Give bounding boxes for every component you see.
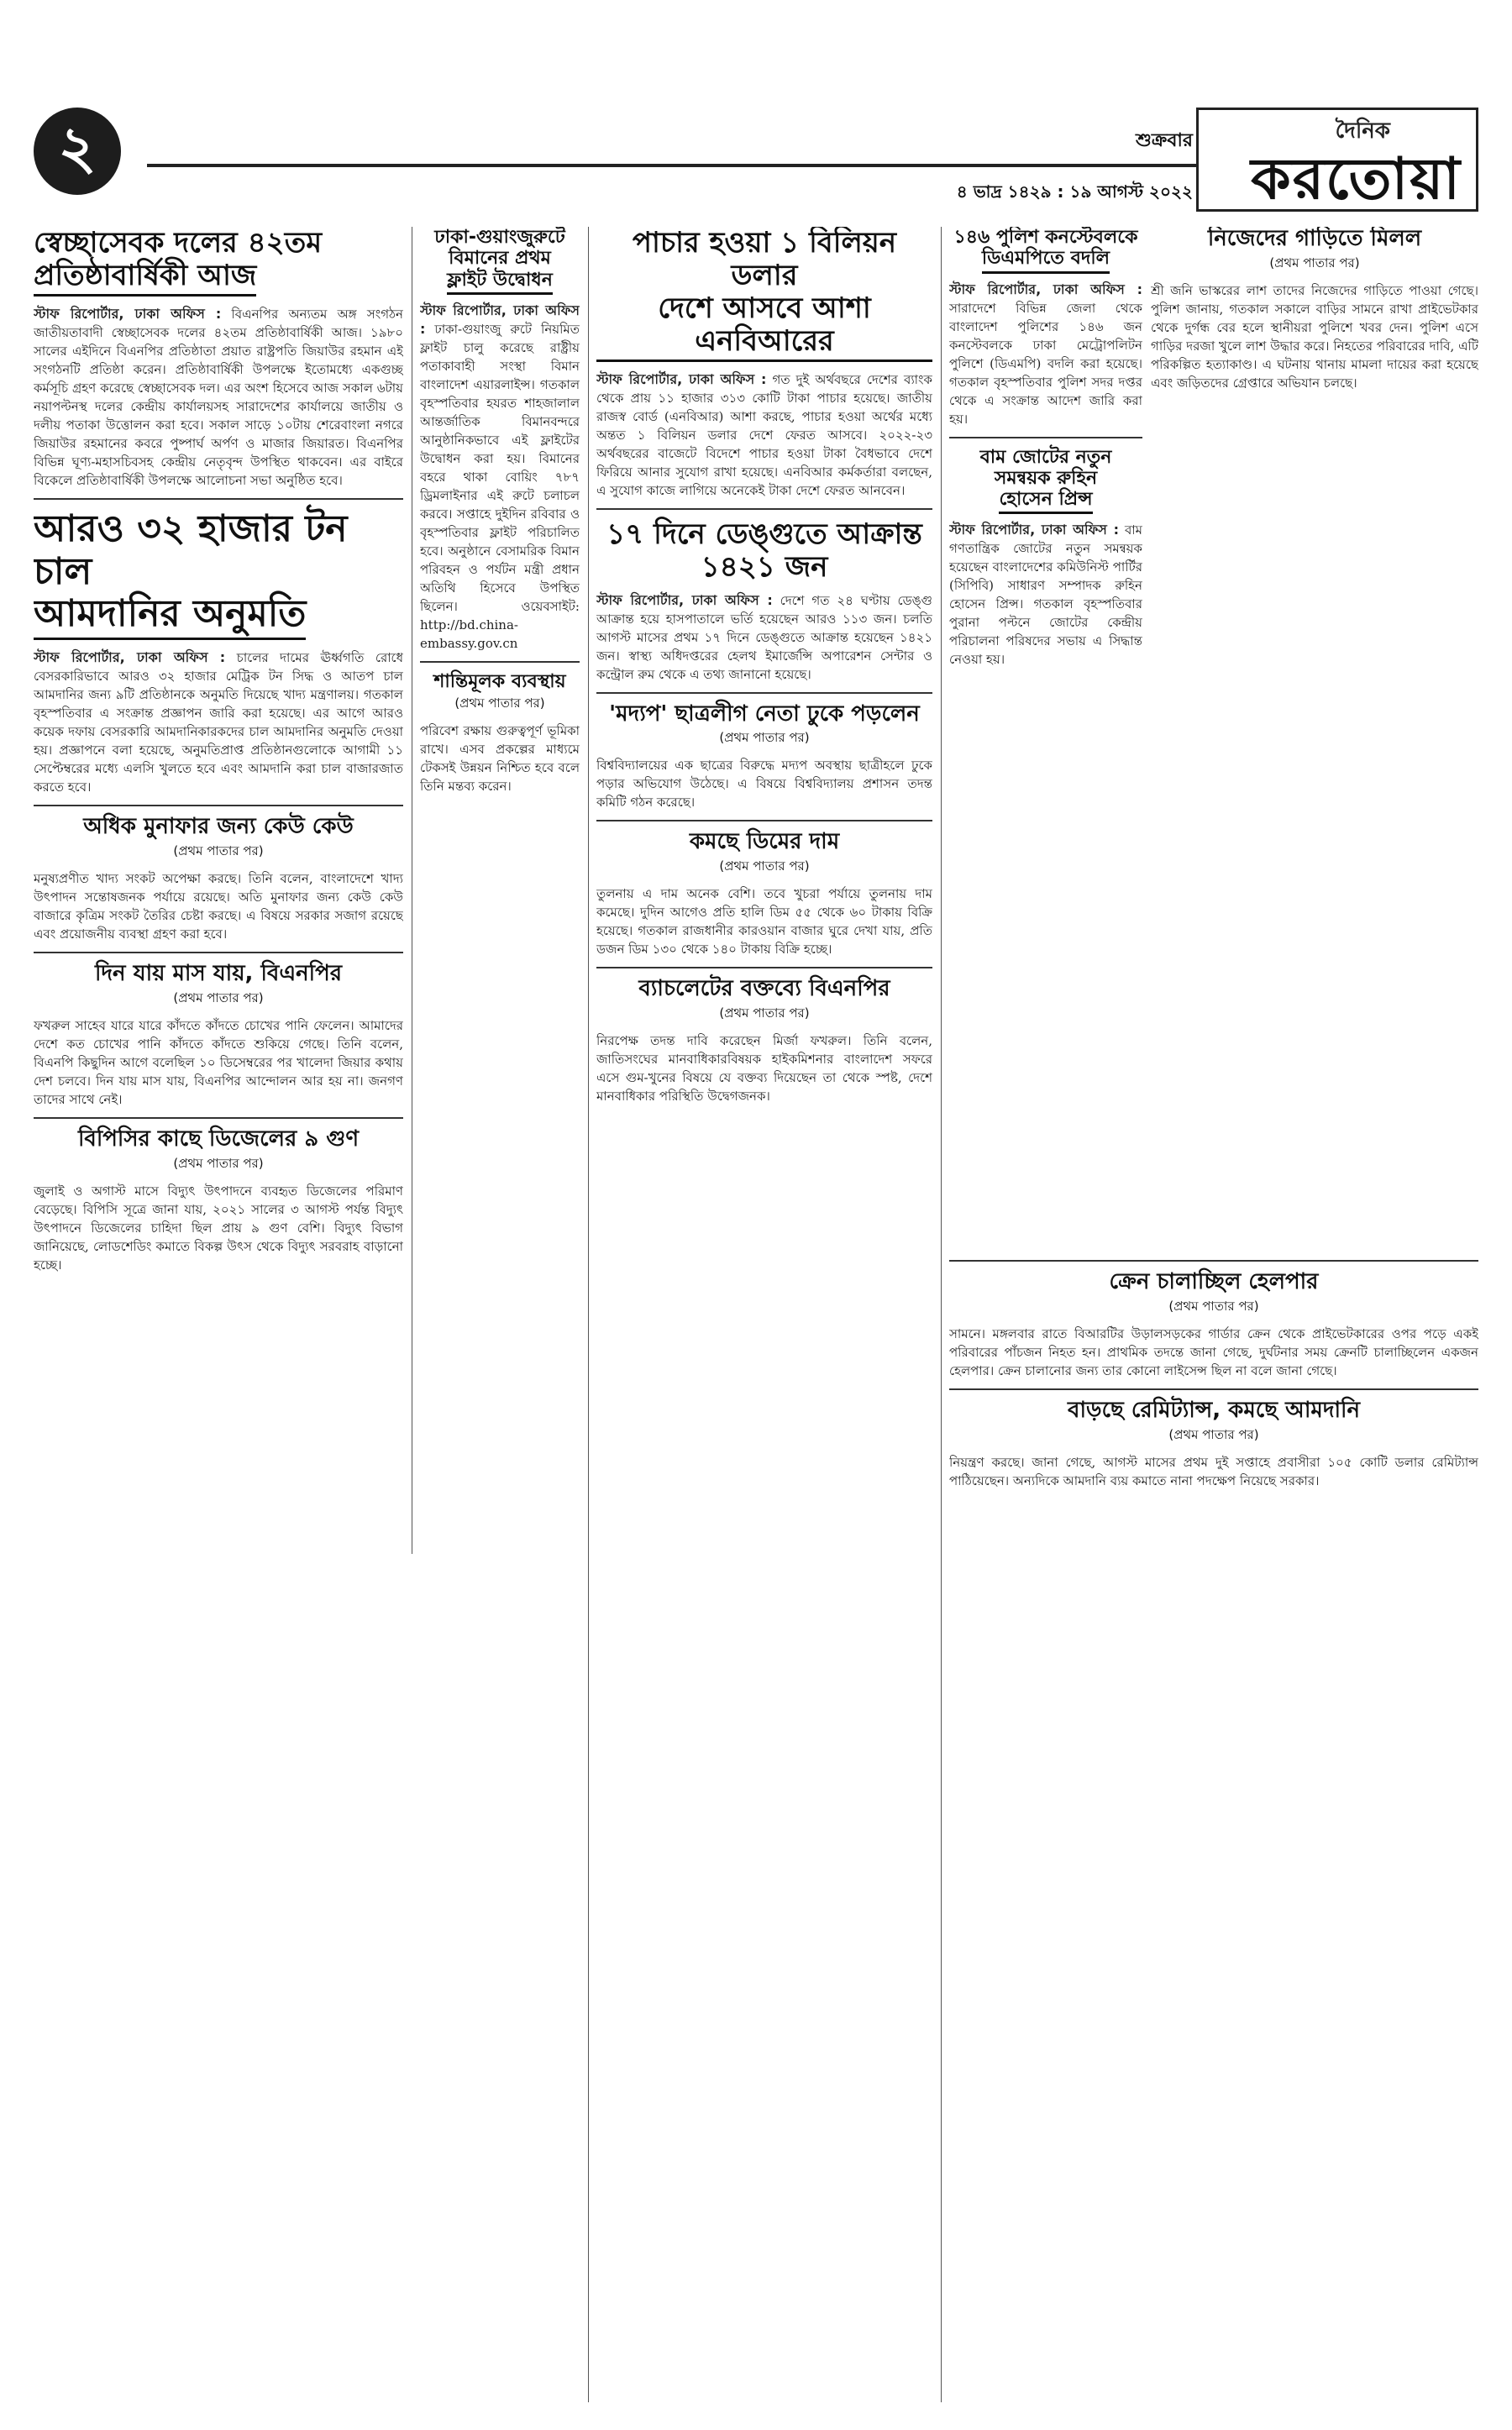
byline: স্টাফ রিপোর্টার, ঢাকা অফিস : [420,302,580,337]
headline-guangzhou-flight: ঢাকা-গুয়াংজুরুটে বিমানের প্রথম ফ্লাইট উদ্বোধন [420,227,580,295]
headline-rice-import: আরও ৩২ হাজার টন চাল আমদানির অনুমতি [34,508,403,640]
divider [596,508,932,510]
column-2 [420,227,580,1554]
continued-label: (প্রথম পাতার পর) [173,842,264,858]
article-body: গত দুই অর্থবছরে দেশের ব্যাংক থেকে প্রায় ১১ হাজার ৩১৩ কোটি টাকা পাচার হয়েছে। জাতীয় রাজস্ব বোর্ড (এনবিআর) আশা করছে, পাচার হওয়া অর্থের মধ্যে অন্তত ১ বিলিয়ন ডলার দেশে ফেরত আসবে। ২০২২-২৩ অর্থবছরের বাজেটে বিদেশে পাচার হওয়া টাকা বৈধভাবে দেশে ফিরিয়ে আনার সুযোগ রাখা হয়েছে। এনবিআর কর্মকর্তারা বলছেন, এ সুযোগ কাজে লাগিয়ে অনেকেই টাকা দেশে ফেরত আনবেন। [596,372,932,499]
article-body: ঢাকা-গুয়াংজু রুটে নিয়মিত ফ্লাইট চালু করেছে রাষ্ট্রীয় পতাকাবাহী সংস্থা বিমান বাংলাদেশ এয়ারলাইন্স। গতকাল বৃহস্পতিবার হযরত শাহজালাল আন্তর্জাতিক বিমানবন্দরে আনুষ্ঠানিকভাবে এই ফ্লাইটের উদ্বোধন করা হয়। বিমানের বহরে থাকা বোয়িং ৭৮৭ ড্রিমলাইনার এই রুটে চলাচল করবে। সপ্তাহে দুইদিন রবিবার ও বৃহস্পতিবার ফ্লাইট পরিচালিত হবে। অনুষ্ঠানে বেসামরিক বিমান পরিবহন ও পর্যটন মন্ত্রী প্রধান অতিথি হিসেবে উপস্থিত ছিলেন। ওয়েবসাইট: http://bd.china-embassy.gov.cn [420,321,580,651]
continued-label: (প্রথম পাতার পর) [1168,1298,1259,1314]
continued-label: (প্রথম পাতার পর) [719,1005,810,1021]
article-body: বিশ্ববিদ্যালয়ের এক ছাত্রের বিরুদ্ধে মদ্যপ অবস্থায় ছাত্রীহলে ঢুকে পড়ার অভিযোগ উঠেছে। এ বিষয়ে বিশ্ববিদ্যালয় প্রশাসন তদন্ত কমিটি গঠন করেছে। [596,758,932,811]
article-body: সারাদেশে বিভিন্ন জেলা থেকে বাংলাদেশ পুলিশের ১৪৬ জন কনস্টেবলকে ঢাকা মেট্রোপলিটন পুলিশে (ডিএমপি) বদলি করা হয়েছে। গতকাল বৃহস্পতিবার পুলিশ সদর দপ্তর থেকে এ সংক্রান্ত আদেশ জারি করা হয়। [949,300,1142,427]
headline-bnp-days: দিন যায় মাস যায়, বিএনপির [94,960,343,986]
divider [949,1260,1478,1262]
article-body: চালের দামের ঊর্ধ্বগতি রোধে বেসরকারিভাবে আরও ৩২ হাজার মেট্রিক টন সিদ্ধ ও আতপ চাল আমদানির জন্য ৯টি প্রতিষ্ঠানকে অনুমতি দিয়েছে খাদ্য মন্ত্রণালয়। গতকাল বৃহস্পতিবার এ সংক্রান্ত প্রজ্ঞাপন জারি করা হয়েছে। এর আগে আরও কয়েক দফায় বেসরকারি আমদানিকারকদের চাল আমদানির অনুমতি দেওয়া হয়। প্রজ্ঞাপনে বলা হয়েছে, অনুমতিপ্রাপ্ত প্রতিষ্ঠানগুলোকে আগামী ১১ সেপ্টেম্বরের মধ্যে এলসি খুলতে হবে এবং আমদানি করা চাল বাজারজাত করতে হবে। [34,649,403,795]
byline: স্টাফ রিপোর্টার, ঢাকা অফিস : [596,371,767,388]
byline: স্টাফ রিপোর্টার, ঢাকা অফিস : [949,522,1120,538]
article-body: ফখরুল সাহেব যারে যারে কাঁদতে কাঁদতে চোখের পানি ফেলেন। আমাদের দেশে কত চোখের পানি কাঁদতে কাঁদতে শুকিয়ে গেছে। তিনি বলেন, বিএনপি কিছুদিন আগে বলেছিল ১০ ডিসেম্বরের পর খালেদা জিয়ার কথায় দেশ চলবে। দিন যায় মাস যায়, বিএনপির আন্দোলন আর হয় না। জনগণ তাদের সাথে নেই। [34,1017,403,1107]
byline: স্টাফ রিপোর্টার, ঢাকা অফিস : [34,648,226,665]
page-number-badge: ২ [34,108,121,195]
divider [596,967,932,968]
column-divider [588,227,589,2402]
headline-police-transfer: ১৪৬ পুলিশ কনস্টেবলকে ডিএমপিতে বদলি [949,227,1142,274]
byline: স্টাফ রিপোর্টার, ঢাকা অফিস : [949,281,1142,297]
logo-small-text: দৈনিক [1335,118,1390,144]
column-5 [1151,227,1478,1235]
article-body: দেশে গত ২৪ ঘণ্টায় ডেঙ্গু আক্রান্ত হয়ে হাসপাতালে ভর্তি হয়েছেন আরও ১১৩ জন। চলতি আগস্ট মাসের প্রথম ১৭ দিনে ডেঙ্গুতে আক্রান্ত হয়েছেন ১৪২১ জন। স্বাস্থ্য অধিদপ্তরের হেলথ ইমার্জেন্সি অপারেশন সেন্টার ও কন্ট্রোল রুম থেকে এ তথ্য জানানো হয়েছে। [596,592,932,682]
divider [949,437,1142,438]
byline: স্টাফ রিপোর্টার, ঢাকা অফিস : [34,306,222,323]
headline-crane-helper: ক্রেন চালাচ্ছিল হেলপার [1109,1269,1319,1294]
divider [949,1388,1478,1390]
headline-profit: অধিক মুনাফার জন্য কেউ কেউ [83,813,354,839]
column-4 [949,227,1142,1235]
divider [34,1117,403,1119]
header-day: শুক্রবার [1135,130,1193,151]
article-body: পরিবেশ রক্ষায় গুরুত্বপূর্ণ ভূমিকা রাখে। এসব প্রকল্পের মাধ্যমে টেকসই উন্নয়ন নিশ্চিত হবে বলে তিনি মন্তব্য করেন। [420,723,580,795]
column-3 [596,227,932,2402]
headline-peaceful-measures: শান্তিমূলক ব্যবস্থায় [433,670,566,692]
continued-label: (প্রথম পাতার পর) [173,989,264,1005]
divider [34,498,403,500]
headline-bachelet: ব্যাচলেটের বক্তব্যে বিএনপির [638,976,890,1002]
article-body: বাম গণতান্ত্রিক জোটের নতুন সমন্বয়ক হয়েছেন বাংলাদেশের কমিউনিস্ট পার্টির (সিপিবি) সাধারণ সম্পাদক রুহিন হোসেন প্রিন্স। গতকাল বৃহস্পতিবার পুরানা পল্টনে জোটের কেন্দ্রীয় পরিচালনা পরিষদের সভায় এ সিদ্ধান্ত নেওয়া হয়। [949,522,1142,668]
header-date: ৪ ভাদ্র ১৪২৯ : ১৯ আগস্ট ২০২২ [956,181,1193,202]
column-divider [941,227,942,2402]
headline-chhatra-league: 'মদ্যপ' ছাত্রলীগ নেতা ঢুকে পড়লেন [609,701,920,727]
logo-name: করতোয়া [1251,145,1462,213]
column-1 [34,227,403,2402]
headline-own-car: নিজেদের গাড়িতে মিলল [1207,227,1422,251]
article-body: সামনে। মঙ্গলবার রাতে বিআরটির উড়ালসড়কের গার্ডার ক্রেন থেকে প্রাইভেটকারের ওপর পড়ে একই পরিবারের পাঁচজন নিহত হন। প্রাথমিক তদন্তে জানা গেছে, দুর্ঘটনার সময় ক্রেনটি চালাচ্ছিলেন একজন হেলপার। ক্রেন চালানোর জন্য তার কোনো লাইসেন্স ছিল না বলে জানা গেছে। [949,1325,1478,1378]
continued-label: (প্রথম পাতার পর) [173,1155,264,1171]
divider [34,805,403,806]
divider [420,661,580,663]
right-bottom-block [949,1252,1478,2402]
divider [596,820,932,821]
headline-bpc-diesel: বিপিসির কাছে ডিজেলের ৯ গুণ [77,1126,360,1152]
headline-egg-price: কমছে ডিমের দাম [689,829,840,855]
article-body: মনুষ্যপ্রণীত খাদ্য সংকট অপেক্ষা করছে। তিনি বলেন, বাংলাদেশে খাদ্য উৎপাদন সন্তোষজনক পর্যায়ে রয়েছে। অতি মুনাফার জন্য কেউ কেউ বাজারে কৃত্রিম সংকট তৈরির চেষ্টা করছে। এ বিষয়ে সরকার সজাগ রয়েছে এবং প্রয়োজনীয় ব্যবস্থা গ্রহণ করা হবে। [34,870,403,942]
headline-left-alliance: বাম জোটের নতুন সমন্বয়ক রুহিন হোসেন প্রিন্স [949,447,1142,515]
byline: স্টাফ রিপোর্টার, ঢাকা অফিস : [596,591,773,608]
divider [596,692,932,694]
headline-laundered-money: পাচার হওয়া ১ বিলিয়ন ডলার দেশে আসবে আশা এনবিআরের [596,227,932,362]
article-body: নিরপেক্ষ তদন্ত দাবি করেছেন মির্জা ফখরুল। তিনি বলেন, জাতিসংঘের মানবাধিকারবিষয়ক হাইকমিশনার বাংলাদেশ সফরে এসে গুম-খুনের বিষয়ে যে বক্তব্য দিয়েছেন তা থেকে স্পষ্ট, দেশে মানবাধিকার পরিস্থিতি উদ্বেগজনক। [596,1033,932,1105]
article-body: তুলনায় এ দাম অনেক বেশি। তবে খুচরা পর্যায়ে তুলনায় দাম কমেছে। দুদিন আগেও প্রতি হালি ডিম ৫৫ থেকে ৬০ টাকায় বিক্রি হয়েছে। গতকাল রাজধানীর কারওয়ান বাজার ঘুরে দেখা যায়, প্রতি ডজন ডিম ১৩০ থেকে ১৪০ টাকায় বিক্রি হচ্ছে। [596,886,932,958]
continued-label: (প্রথম পাতার পর) [1168,1426,1259,1442]
continued-label: (প্রথম পাতার পর) [719,730,810,746]
article-body: শ্রী জনি ভাস্করের লাশ তাদের নিজেদের গাড়িতে পাওয়া গেছে। পুলিশ জানায়, গতকাল সকালে বাড়ির সামনে রাখা প্রাইভেটকার থেকে দুর্গন্ধ বের হলে স্থানীয়রা পুলিশে খবর দেন। পুলিশ এসে গাড়ির দরজা খুলে লাশ উদ্ধার করে। নিহতের পরিবারের দাবি, এটি পরিকল্পিত হত্যাকাণ্ড। এ ঘটনায় থানায় মামলা দায়ের করা হয়েছে এবং জড়িতদের গ্রেপ্তারে অভিযান চলছে। [1151,282,1478,391]
headline-remittance: বাড়ছে রেমিট্যান্স, কমছে আমদানি [1068,1397,1360,1423]
headline-dengue: ১৭ দিনে ডেঙ্গুতে আক্রান্ত ১৪২১ জন [606,517,922,585]
continued-label: (প্রথম পাতার পর) [1269,255,1360,270]
continued-label: (প্রথম পাতার পর) [454,695,545,711]
continued-label: (প্রথম পাতার পর) [719,858,810,874]
article-body: নিয়ন্ত্রণ করছে। জানা গেছে, আগস্ট মাসের প্রথম দুই সপ্তাহে প্রবাসীরা ১০৫ কোটি ডলার রেমিট্যান্স পাঠিয়েছেন। অন্যদিকে আমদানি ব্যয় কমাতে নানা পদক্ষেপ নিয়েছে সরকার। [949,1454,1478,1488]
article-body: বিএনপির অন্যতম অঙ্গ সংগঠন জাতীয়তাবাদী স্বেচ্ছাসেবক দলের ৪২তম প্রতিষ্ঠাবার্ষিকী আজ। ১৯৮০ সালের এইদিনে বিএনপির প্রতিষ্ঠাতা প্রয়াত রাষ্ট্রপতি জিয়াউর রহমান এই সংগঠনটি প্রতিষ্ঠা করেন। প্রতিষ্ঠাবার্ষিকী উপলক্ষে ইতোমধ্যে একগুচ্ছ কর্মসূচি গ্রহণ করেছে স্বেচ্ছাসেবক দল। এর অংশ হিসেবে আজ সকাল ৬টায় নয়াপল্টনস্থ দলের কেন্দ্রীয় কার্যালয়সহ সারাদেশের কার্যালয়ে জাতীয় ও দলীয় পতাকা উত্তোলন করা হবে। সকাল সাড়ে ১০টায় শেরেবাংলা নগরে জিয়াউর রহমানের কবরে পুষ্পার্ঘ অর্পণ ও মাজার জিয়ারত। বিএনপির বিভিন্ন ঘূণ্য-মহাসচিবসহ কেন্দ্রীয় নেতৃবৃন্দ উপস্থিত থাকবেন। এর বাইরে বিকেলে প্রতিষ্ঠাবার্ষিকী উপলক্ষে আলোচনা সভা অনুষ্ঠিত হবে। [34,307,403,489]
divider [34,952,403,953]
headline-volunteer-anniversary: স্বেচ্ছাসেবক দলের ৪২তম প্রতিষ্ঠাবার্ষিকী আজ [34,227,403,297]
article-body: জুলাই ও অগাস্ট মাসে বিদ্যুৎ উৎপাদনে ব্যবহৃত ডিজেলের পরিমাণ বেড়েছে। বিপিসি সূত্রে জানা যায়, ২০২১ সালের ৩ আগস্ট পর্যন্ত বিদ্যুৎ উৎপাদনে ডিজেলের চাহিদা ছিল প্রায় ৯ গুণ বেশি। বিদ্যুৎ বিভাগ জানিয়েছে, লোডশেডিং কমাতে বিকল্প উৎস থেকে বিদ্যুৎ সরবরাহ বাড়ানো হচ্ছে। [34,1183,403,1273]
